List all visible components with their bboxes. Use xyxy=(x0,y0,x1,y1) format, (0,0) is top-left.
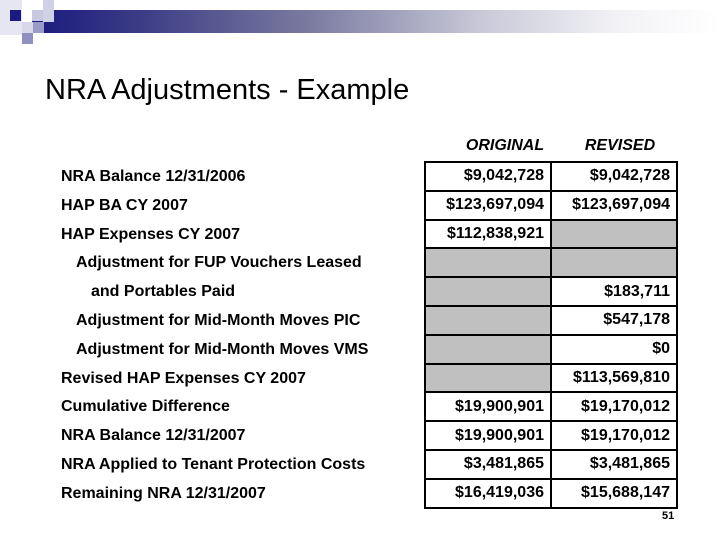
revised-value-cell: $9,042,728 xyxy=(551,162,677,191)
table-row xyxy=(425,306,677,335)
table-row xyxy=(425,191,677,220)
decor-square xyxy=(33,22,44,33)
original-value-cell: $3,481,865 xyxy=(425,450,551,479)
table-row xyxy=(425,421,677,450)
row-label: Cumulative Difference xyxy=(61,398,230,416)
original-value-cell: $16,419,036 xyxy=(425,479,551,508)
table-row xyxy=(425,335,677,364)
table-row xyxy=(425,479,677,508)
row-label: HAP BA CY 2007 xyxy=(61,196,188,214)
original-value-cell: $112,838,921 xyxy=(425,220,551,249)
table-row xyxy=(425,248,677,277)
row-label: Adjustment for Mid-Month Moves PIC xyxy=(76,312,361,329)
original-value-cell xyxy=(425,306,551,335)
row-label: Revised HAP Expenses CY 2007 xyxy=(61,369,306,387)
revised-value-cell xyxy=(551,248,677,277)
original-value-cell xyxy=(425,277,551,306)
revised-value-cell: $15,688,147 xyxy=(551,479,677,508)
revised-value-cell: $547,178 xyxy=(551,306,677,335)
original-value-cell: $19,900,901 xyxy=(425,421,551,450)
page-number: 51 xyxy=(662,510,675,522)
decor-square xyxy=(22,22,33,33)
revised-value-cell: $183,711 xyxy=(551,277,677,306)
decor-square xyxy=(32,10,43,21)
table-row xyxy=(425,364,677,393)
row-label: Adjustment for FUP Vouchers Leased xyxy=(76,254,362,272)
header-gradient-bar xyxy=(32,10,720,33)
row-label: Remaining NRA 12/31/2007 xyxy=(61,484,266,502)
values-table xyxy=(424,161,678,509)
table-row xyxy=(425,450,677,479)
original-value-cell: $19,900,901 xyxy=(425,392,551,421)
revised-value-cell: $19,170,012 xyxy=(551,392,677,421)
row-label: NRA Applied to Tenant Protection Costs xyxy=(61,456,366,473)
decor-square xyxy=(10,10,21,21)
table-row xyxy=(425,277,677,306)
row-label: Adjustment for Mid-Month Moves VMS xyxy=(76,340,369,358)
row-label: and Portables Paid xyxy=(91,283,236,301)
revised-value-cell: $3,481,865 xyxy=(551,450,677,479)
original-value-cell xyxy=(425,364,551,393)
original-value-cell xyxy=(425,335,551,364)
original-value-cell xyxy=(425,248,551,277)
row-label: NRA Balance 12/31/2006 xyxy=(61,168,246,185)
table-row xyxy=(425,220,677,249)
decor-square xyxy=(22,33,33,44)
original-value-cell: $123,697,094 xyxy=(425,191,551,220)
revised-value-cell: $19,170,012 xyxy=(551,421,677,450)
original-value-cell: $9,042,728 xyxy=(425,162,551,191)
decor-square xyxy=(43,0,54,22)
column-header-revised: REVISED xyxy=(584,137,656,154)
slide-title: NRA Adjustments - Example xyxy=(45,74,410,106)
revised-value-cell: $0 xyxy=(551,335,677,364)
row-label: NRA Balance 12/31/2007 xyxy=(61,427,246,445)
revised-value-cell: $123,697,094 xyxy=(551,191,677,220)
revised-value-cell: $113,569,810 xyxy=(551,364,677,393)
column-header-original: ORIGINAL xyxy=(465,137,545,154)
table-row xyxy=(425,162,677,191)
row-label: HAP Expenses CY 2007 xyxy=(61,225,241,243)
revised-value-cell xyxy=(551,220,677,249)
table-row xyxy=(425,392,677,421)
